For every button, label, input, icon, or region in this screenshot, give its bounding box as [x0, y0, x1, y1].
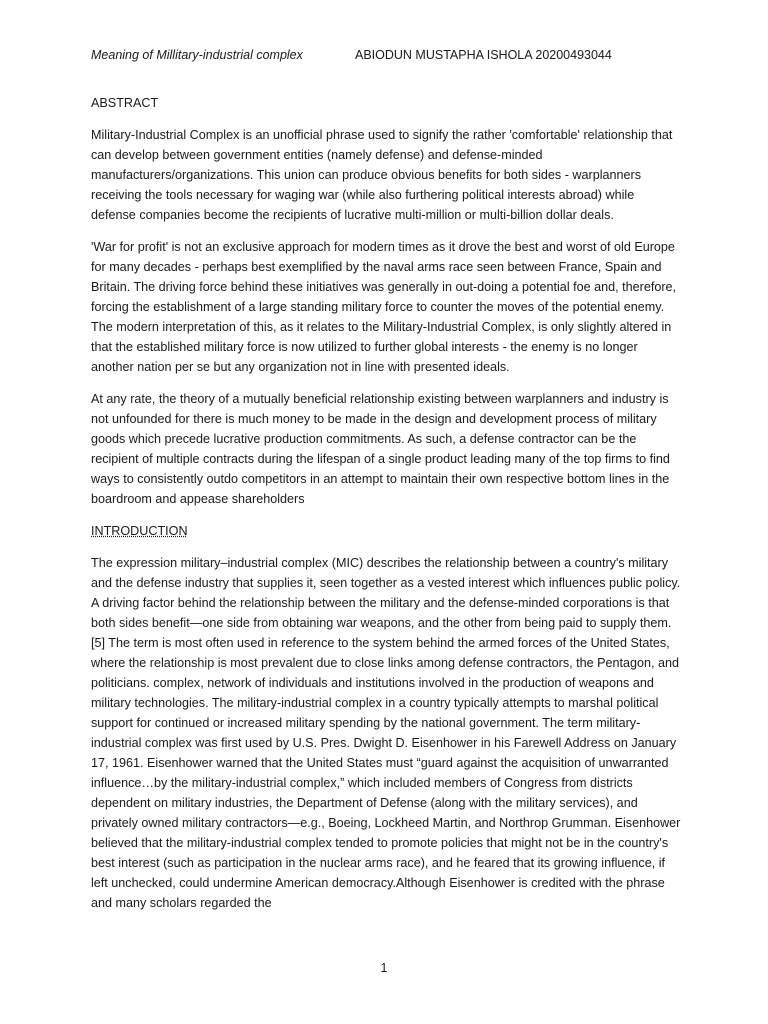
- abstract-heading: ABSTRACT: [91, 96, 159, 110]
- page-number: 1: [380, 961, 388, 975]
- header-author: ABIODUN MUSTAPHA ISHOLA 20200493044: [355, 48, 612, 62]
- abstract-paragraph-3: At any rate, the theory of a mutually beneficial relationship existing between warplanners and industry is not unfounded for there is much money to be made in the design and development process of military goods which precede lucrative production commitments. As such, a defense contractor can be the recipient of multiple contracts during the lifespan of a single product leading many of the top firms to find ways to consistently outdo competitors in an attempt to maintain their own respective bottom lines in the boardroom and appease shareholders: [91, 392, 670, 506]
- introduction-heading: INTRODUCTION: [91, 524, 188, 538]
- abstract-paragraph-1: Military-Industrial Complex is an unofficial phrase used to signify the rather 'comfortable' relationship that can develop between government entities (namely defense) and defense-minded manufacturers/organizations. This union can produce obvious benefits for both sides - warplanners receiving the tools necessary for waging war (while also furthering political interests abroad) while defense companies become the recipients of lucrative multi-million or multi-billion dollar deals.: [91, 128, 673, 222]
- abstract-paragraph-2: 'War for profit' is not an exclusive approach for modern times as it drove the best and worst of old Europe for many decades - perhaps best exemplified by the naval arms race seen between France, Spain and Britain. The driving force behind these initiatives was generally in out-doing a potential foe and, therefore, forcing the establishment of a large standing military force to counter the moves of the potential enemy. The modern interpretation of this, as it relates to the Military-Industrial Complex, is only slightly altered in that the established military force is now utilized to further global interests - the enemy is no longer another nation per se but any organization not in line with presented ideals.: [91, 240, 677, 374]
- document-body: [91, 93, 681, 925]
- header-title: Meaning of Millitary-industrial complex: [91, 48, 303, 62]
- introduction-paragraph-1: The expression military–industrial complex (MIC) describes the relationship between a country's military and the defense industry that supplies it, seen together as a vested interest which influences public policy. A driving factor behind the relationship between the military and the defense-minded corporations is that both sides benefit—one side from obtaining war weapons, and the other from being paid to supply them.[5] The term is most often used in reference to the system behind the armed forces of the United States, where the relationship is most prevalent due to close links among defense contractors, the Pentagon, and politicians. complex, network of individuals and institutions involved in the production of weapons and military technologies. The military-industrial complex in a country typically attempts to marshal political support for continued or increased military spending by the national government. The term military-industrial complex was first used by U.S. Pres. Dwight D. Eisenhower in his Farewell Address on January 17, 1961. Eisenhower warned that the United States must “guard against the acquisition of unwarranted influence…by the military-industrial complex,” which included members of Congress from districts dependent on military industries, the Department of Defense (along with the military services), and privately owned military contractors—e.g., Boeing, Lockheed Martin, and Northrop Grumman. Eisenhower believed that the military-industrial complex tended to promote policies that might not be in the country's best interest (such as participation in the nuclear arms race), and he feared that its growing influence, if left unchecked, could undermine American democracy.Although Eisenhower is credited with the phrase and many scholars regarded the: [91, 556, 681, 910]
